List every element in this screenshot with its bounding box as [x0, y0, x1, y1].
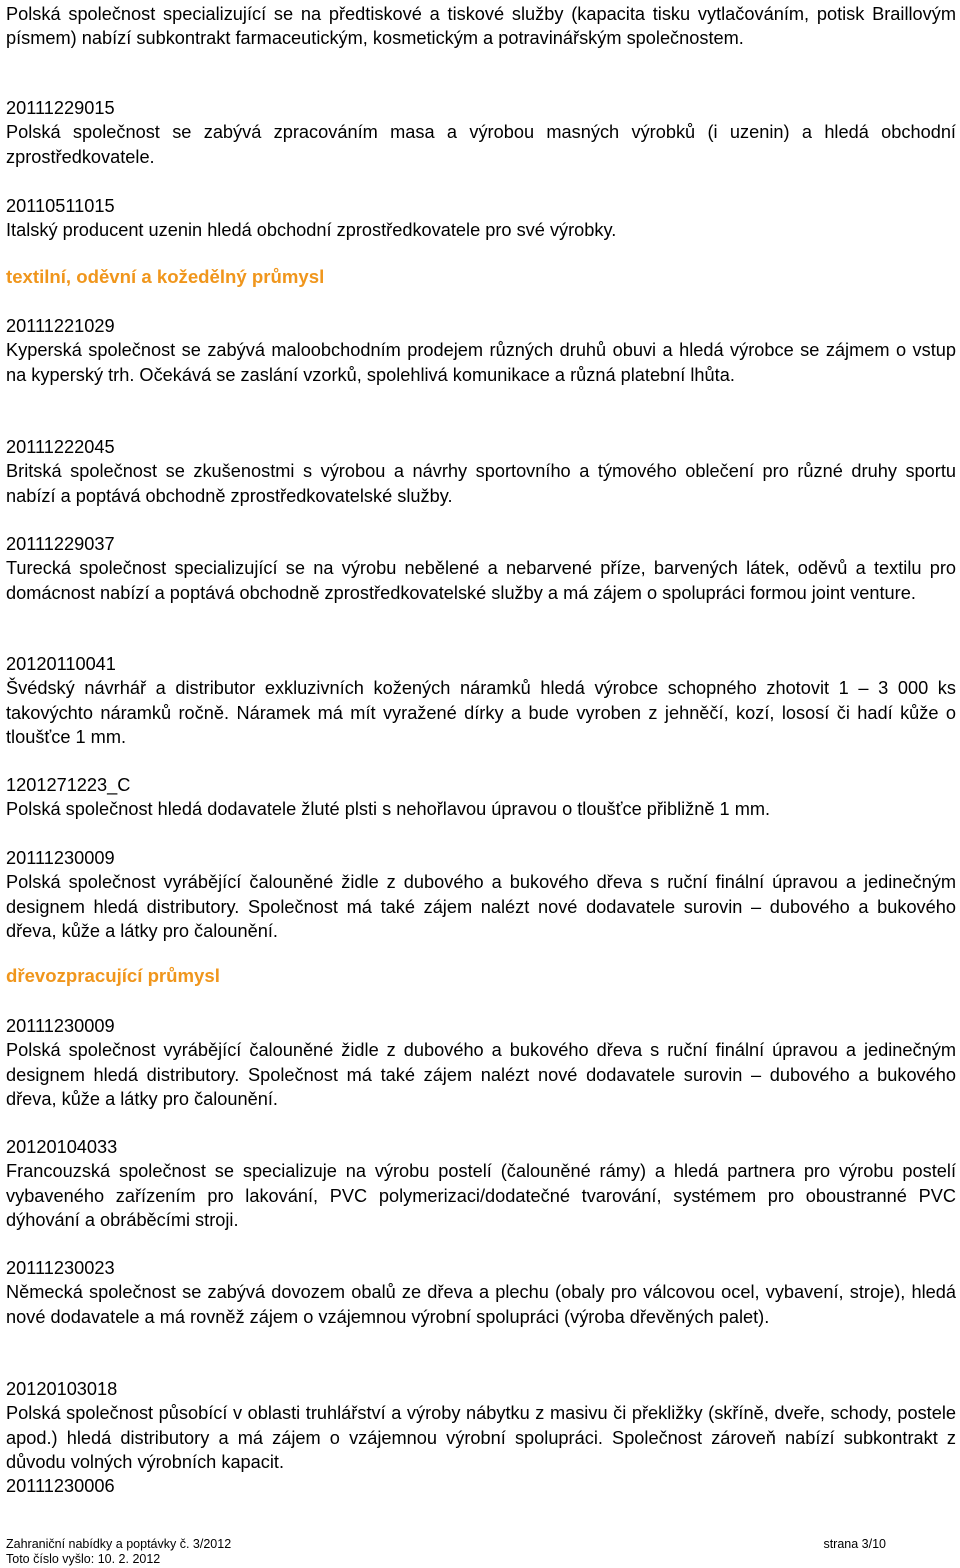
entry-code: 20110511015 — [6, 196, 115, 216]
entry — [6, 773, 956, 822]
footer-publication: Zahraniční nabídky a poptávky č. 3/2012 — [6, 1537, 232, 1551]
section-heading-wood: dřevozpracující průmysl — [6, 965, 220, 986]
entry-text: Polská společnost vyrábějící čalouněné židle z dubového a bukového dřeva s ruční finální úpravou a jedinečným designem hledá distributory. Společnost má také zájem nalézt nové dodavatele surovin – dubového a bukového dřeva, kůže a látky pro čalounění. — [6, 1040, 956, 1109]
entry — [6, 846, 956, 943]
entry-code: 1201271223_C — [6, 775, 131, 795]
entry — [6, 96, 956, 169]
entry-text: Švédský návrhář a distributor exkluzivních kožených náramků hledá výrobce schopného zhotovit 1 – 3 000 ks takovýchto náramků ročně. Náramek má mít vyražené dírky a bude vyroben z jehněčí, kozí, lososí či hadí kůže o tloušťce 1 mm. — [6, 678, 956, 747]
entry-code: 20111230023 — [6, 1258, 115, 1278]
entry — [6, 1256, 956, 1329]
entry — [6, 532, 956, 605]
footer-issued — [6, 1552, 886, 1566]
footer-publication-row — [6, 1537, 886, 1551]
footer-page-number: strana 3/10 — [823, 1537, 886, 1551]
entry — [6, 194, 956, 243]
entry-code: 20111230009 — [6, 1016, 115, 1036]
footer-issued-date: Toto číslo vyšlo: 10. 2. 2012 — [6, 1552, 161, 1566]
entry-code: 20111229015 — [6, 98, 115, 118]
section-heading-textile: textilní, oděvní a kožedělný průmysl — [6, 266, 325, 287]
entry-code: 20120103018 — [6, 1379, 118, 1399]
entry-text: Britská společnost se zkušenostmi s výrobou a návrhy sportovního a týmového oblečení pro různé druhy sportu nabízí a poptává obchodně zprostředkovatelské služby. — [6, 461, 956, 506]
entry-code: 20120110041 — [6, 654, 116, 674]
entry-code: 20111229037 — [6, 534, 115, 554]
entry — [6, 1377, 956, 1498]
entry-code: 20111222045 — [6, 437, 115, 457]
entry — [6, 1135, 956, 1232]
entry — [6, 652, 956, 749]
intro-paragraph — [6, 2, 956, 51]
entry-text: Italský producent uzenin hledá obchodní zprostředkovatele pro své výrobky. — [6, 220, 617, 241]
entry-code: 20111230006 — [6, 1476, 115, 1497]
entry-text: Polská společnost působící v oblasti truhlářství a výroby nábytku z masivu či překližky (skříně, dveře, schody, postele apod.) hledá distributory a má zájem o vzájemnou výrobní spolupráci. Společnost zároveň nabízí subkontrakt z důvodu volných výrobních kapacit. — [6, 1403, 956, 1472]
entry — [6, 314, 956, 387]
entry-code: 20111230009 — [6, 848, 115, 868]
entry-text: Francouzská společnost se specializuje na výrobu postelí (čalouněné rámy) a hledá partnera pro výrobu postelí vybaveného zařízením pro lakování, PVC polymerizaci/dodatečné tvarování, systémem pro oboustranné PVC dýhování a obráběcími stroji. — [6, 1161, 956, 1230]
entry-code: 20120104033 — [6, 1137, 118, 1157]
entry — [6, 435, 956, 508]
entry-text: Turecká společnost specializující se na výrobu nebělené a nebarvené příze, barvených látek, oděvů a textilu pro domácnost nabízí a poptává obchodně zprostředkovatelské služby a má zájem o spolupráci formou joint venture. — [6, 558, 956, 603]
entry-text: Kyperská společnost se zabývá maloobchodním prodejem různých druhů obuvi a hledá výrobce se zájmem o vstup na kyperský trh. Očekává se zaslání vzorků, spolehlivá komunikace a různá platební lhůta. — [6, 340, 956, 385]
entry-code: 20111221029 — [6, 316, 115, 336]
entry-text: Polská společnost hledá dodavatele žluté plsti s nehořlavou úpravou o tloušťce přibližně 1 mm. — [6, 799, 771, 820]
entry — [6, 1014, 956, 1111]
entry-text: Německá společnost se zabývá dovozem obalů ze dřeva a plechu (obaly pro válcovou ocel, vybavení, stroje), hledá nové dodavatele a má rovněž zájem o vzájemnou výrobní spolupráci (výroba dřevěných palet). — [6, 1282, 956, 1327]
entry-text: Polská společnost se zabývá zpracováním masa a výrobou masných výrobků (i uzenin) a hledá obchodní zprostředkovatele. — [6, 122, 956, 167]
entry-text: Polská společnost vyrábějící čalouněné židle z dubového a bukového dřeva s ruční finální úpravou a jedinečným designem hledá distributory. Společnost má také zájem nalézt nové dodavatele surovin – dubového a bukového dřeva, kůže a látky pro čalounění. — [6, 872, 956, 941]
entry-text: Polská společnost specializující se na předtiskové a tiskové služby (kapacita tisku vytlačováním, potisk Braillovým písmem) nabízí subkontrakt farmaceutickým, kosmetickým a potravinářským společnostem. — [6, 4, 956, 49]
